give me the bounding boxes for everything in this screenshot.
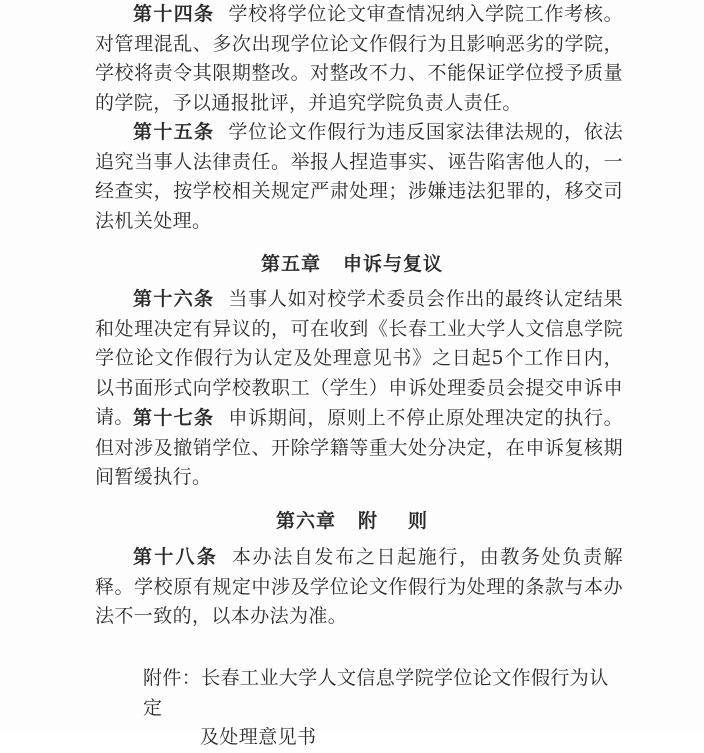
chapter-6-number: 第六章 [275, 510, 336, 532]
article-15-text: 学位论文作假行为违反国家法律法规的，依法追究当事人法律责任。举报人捏造事实、诬告陷害他人的，一经查实，按学校相关规定严肃处理；涉嫌违法犯罪的，移交司法机关处理。 [95, 121, 623, 232]
chapter-5-heading [0, 249, 704, 276]
article-18-label: 第十八条 [133, 546, 218, 568]
article-14 [95, 0, 623, 118]
chapter-6-title-part1: 附 [357, 510, 378, 532]
article-16-label: 第十六条 [133, 288, 215, 310]
article-18-text: 本办法自发布之日起施行，由教务处负责解释。学校原有规定中涉及学位论文作假行为处理的条款与本办法不一致的，以本办法为准。 [95, 546, 623, 627]
chapter-6-title-part2: 则 [408, 510, 429, 532]
article-17-text: 申诉期间，原则上不停止原处理决定的执行。但对涉及撤销学位、开除学籍等重大处分决定，在申诉复核期间暂缓执行。 [95, 407, 623, 488]
article-16-text: 当事人如对校学术委员会作出的最终认定结果和处理决定有异议的，可在收到《长春工业大学人文信息学院学位论文作假行为认定及处理意见书》之日起5个工作日内，以书面形式向学校教职工（学生）申诉处理委员会提交申诉申请。 [95, 288, 623, 428]
article-15 [95, 118, 623, 236]
attachment-title-line2: 及处理意见书 [200, 726, 317, 748]
article-17 [95, 404, 623, 493]
article-15-label: 第十五条 [133, 121, 215, 143]
attachment-note [143, 664, 623, 753]
attachment-label: 附件： [143, 667, 202, 689]
article-14-text: 学校将学位论文审查情况纳入学院工作考核。对管理混乱、多次出现学位论文作假行为且影响恶劣的学院，学校将责令其限期整改。对整改不力、不能保证学位授予质量的学院，予以通报批评，并追究学院负责人责任。 [95, 3, 623, 114]
attachment-title-line1: 长春工业大学人文信息学院学位论文作假行为认定 [143, 667, 609, 719]
chapter-5-number: 第五章 [260, 253, 321, 275]
chapter-5-title: 申诉与复议 [343, 253, 444, 275]
chapter-6-heading [0, 506, 704, 533]
article-14-label: 第十四条 [133, 3, 215, 25]
article-18 [95, 543, 623, 632]
article-17-label: 第十七条 [133, 407, 215, 429]
